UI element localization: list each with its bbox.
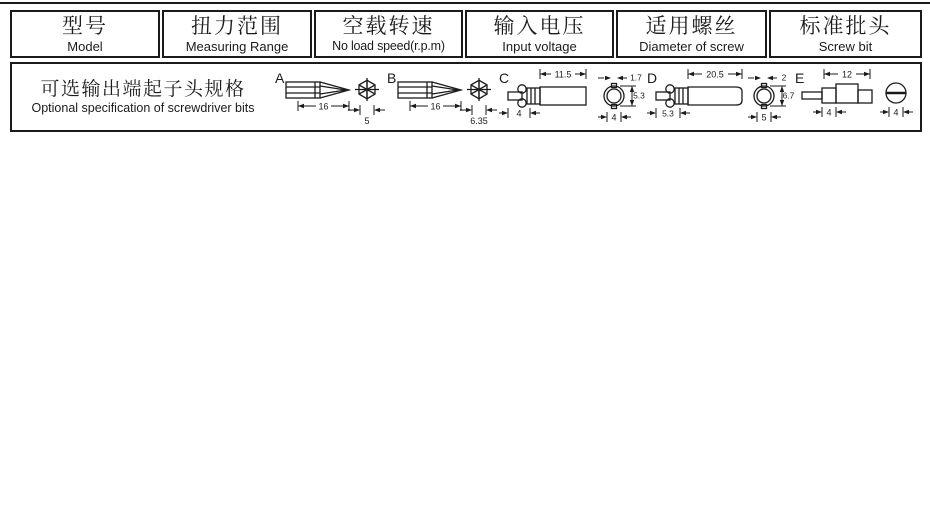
bit-drawing-e	[794, 67, 924, 127]
dim-label: 5.3	[633, 90, 645, 101]
bit-drawing-a-figure	[274, 67, 386, 127]
bottom-dimension	[598, 112, 631, 123]
left-dimension	[647, 108, 690, 119]
bit-drawing-e-figure	[794, 67, 924, 127]
bit-drawing-d-figure	[646, 67, 794, 127]
bit-drawing-d	[646, 67, 794, 127]
col-header-voltage-zh: 输入电压	[493, 14, 586, 38]
drawing-label: C	[499, 70, 510, 86]
hex-end-view	[467, 78, 491, 101]
col-header-range	[162, 10, 312, 58]
dim-label: 1.7	[630, 72, 642, 83]
drawing-label: E	[795, 70, 805, 86]
tab-dimension	[598, 73, 642, 83]
shank-side-view	[508, 85, 586, 107]
top-dimension	[540, 69, 586, 80]
hex-end-view	[355, 78, 379, 101]
col-header-speed-en: No load speed(r.p.m)	[332, 38, 445, 53]
length-dimension	[298, 101, 349, 112]
tab-dimension	[748, 73, 787, 83]
top-dimension	[688, 69, 742, 80]
bit-drawing-c-figure	[498, 67, 646, 127]
dim-label: 5.3	[662, 108, 674, 119]
dim-label: 6.7	[782, 90, 794, 101]
dim-label: 2	[781, 72, 787, 83]
col-header-screw	[616, 10, 767, 58]
dim-label: 16	[430, 101, 441, 112]
col-header-screw-en: Diameter of screw	[639, 38, 744, 54]
header-row	[10, 10, 922, 58]
bit-drawing-a	[274, 67, 386, 127]
across-flats-dimension	[348, 105, 385, 126]
bit-drawing-b-figure	[386, 67, 498, 127]
dim-label: 20.5	[706, 69, 724, 80]
col-header-model-zh: 型号	[62, 14, 108, 38]
col-header-speed	[314, 10, 463, 58]
optional-bits-panel	[10, 62, 922, 132]
col-header-bit	[769, 10, 922, 58]
dim-label: 4	[893, 107, 899, 118]
col-header-bit-zh: 标准批头	[799, 14, 892, 38]
length-dimension	[410, 101, 461, 112]
optional-bits-title	[12, 79, 274, 116]
col-header-bit-en: Screw bit	[818, 38, 873, 54]
col-header-range-zh: 扭力范围	[191, 14, 283, 38]
bit-drawing-b	[386, 67, 498, 127]
col-header-model	[10, 10, 160, 58]
col-header-voltage	[465, 10, 614, 58]
dim-label: 5	[761, 112, 767, 123]
col-header-screw-zh: 适用螺丝	[645, 14, 738, 38]
dim-label: 4	[611, 112, 617, 123]
top-rule	[0, 2, 930, 4]
shank-side-view	[656, 85, 742, 107]
drawing-label: D	[647, 70, 658, 86]
end-view	[754, 84, 774, 109]
blade-side-view	[802, 84, 872, 103]
across-flats-dimension	[460, 105, 497, 126]
left-dimension	[499, 108, 540, 119]
col-header-voltage-en: Input voltage	[502, 38, 577, 54]
dim-label: 4	[516, 108, 522, 119]
left-dimension	[813, 107, 846, 118]
bottom-dimension	[748, 112, 781, 123]
bit-drawing-c	[498, 67, 646, 127]
dim-label: 11.5	[554, 69, 572, 80]
slotted-end-view	[886, 83, 906, 103]
end-view	[604, 84, 624, 109]
top-dimension	[824, 69, 870, 80]
col-header-range-en: Measuring Range	[185, 38, 289, 54]
dim-label: 4	[826, 107, 832, 118]
drawing-label: A	[275, 70, 285, 86]
optional-bits-title-en: Optional specification of screwdriver bits	[31, 100, 255, 115]
spec-table	[8, 8, 924, 60]
dim-label: 5	[364, 116, 370, 126]
col-header-model-en: Model	[67, 38, 103, 54]
drawing-label: B	[387, 70, 397, 86]
dim-label: 6.35	[470, 116, 488, 126]
dim-label: 12	[841, 69, 853, 80]
optional-bits-title-zh: 可选输出端起子头规格	[40, 78, 246, 100]
col-header-speed-zh: 空载转速	[342, 14, 435, 38]
bit-drawings	[274, 64, 924, 130]
end-dimension	[880, 107, 913, 118]
dim-label: 16	[318, 101, 329, 112]
